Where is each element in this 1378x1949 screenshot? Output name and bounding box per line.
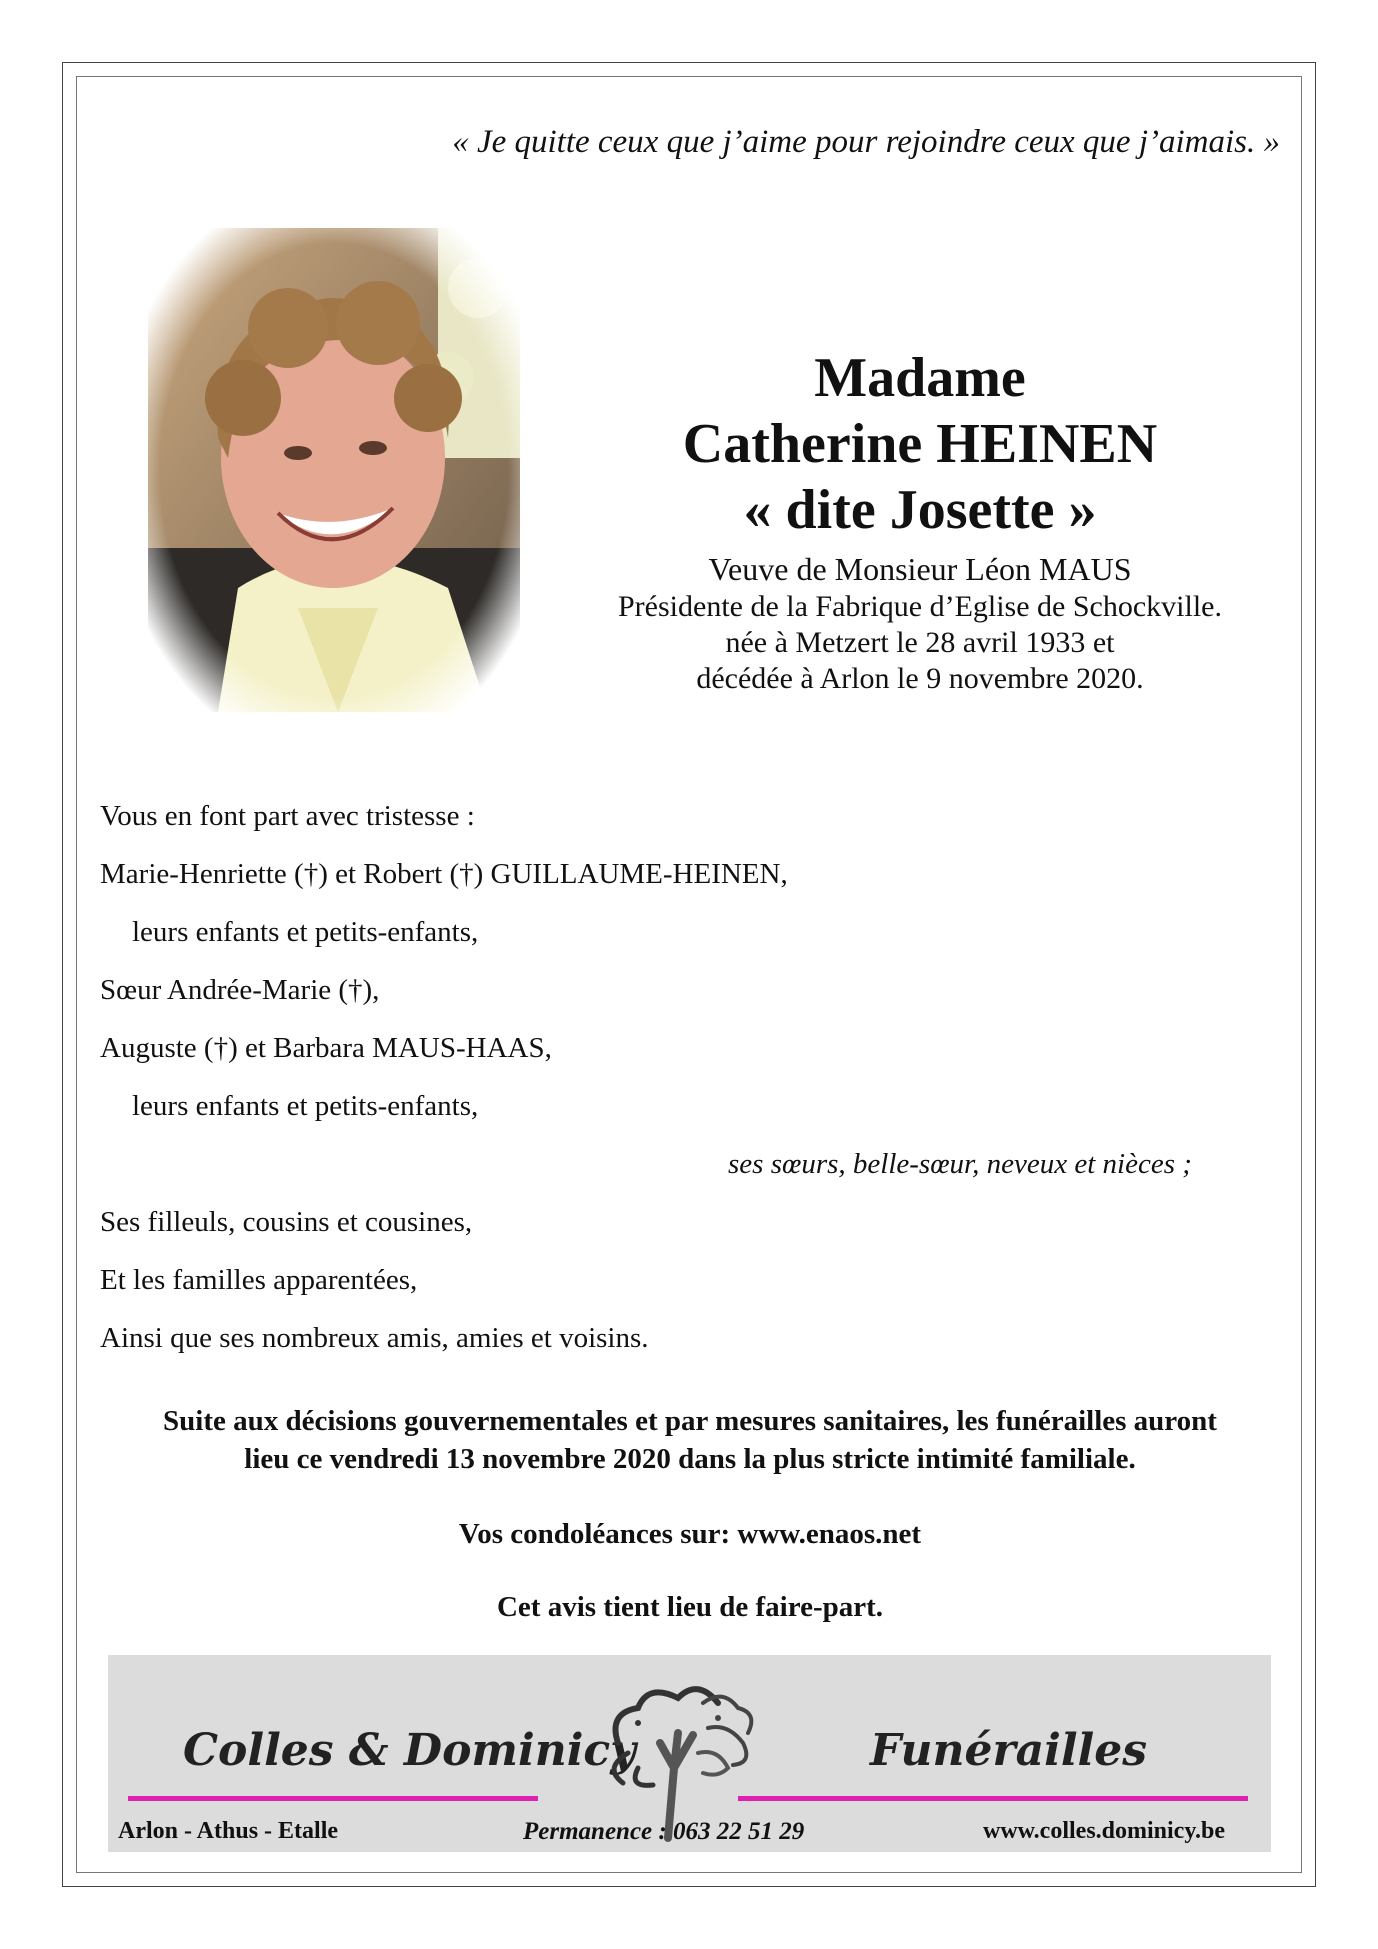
family-line: Ainsi que ses nombreux amis, amies et voisins. [100,1322,649,1354]
deceased-death: décédée à Arlon le 9 novembre 2020. [696,662,1144,695]
deceased-title: Madame [814,347,1026,409]
family-line: Vous en font part avec tristesse : [100,800,475,832]
family-line: ses sœurs, belle-sœur, neveux et nièces ; [728,1148,1192,1180]
family-line: Marie-Henriette (†) et Robert (†) GUILLAUME-HEINEN, [100,858,788,890]
footer-locations: Arlon - Athus - Etalle [118,1818,339,1844]
deceased-name: Catherine HEINEN [682,413,1158,475]
deceased-role: Présidente de la Fabrique d’Eglise de Schockville. [618,590,1222,623]
family-line: leurs enfants et petits-enfants, [132,916,479,948]
family-line: Et les familles apparentées, [100,1264,418,1296]
funeral-line: lieu ce vendredi 13 novembre 2020 dans la plus stricte intimité familiale. [244,1443,1136,1475]
portrait-photo [148,228,520,712]
family-line: Ses filleuls, cousins et cousines, [100,1206,473,1238]
brand-tagline: Funérailles [870,1725,1148,1776]
faire-part-line: Cet avis tient lieu de faire-part. [496,1591,884,1623]
footer-permanence: Permanence : 063 22 51 29 [523,1818,805,1845]
funeral-line: Suite aux décisions gouvernementales et par mesures sanitaires, les funérailles auront [163,1405,1217,1437]
epigraph-quote: « Je quitte ceux que j’aime pour rejoindre ceux que j’aimais. » [452,124,1280,160]
family-line: Sœur Andrée-Marie (†), [100,974,380,1006]
accent-divider [738,1796,1248,1801]
brand-name: Colles & Dominicy [183,1725,636,1776]
deceased-spouse: Veuve de Monsieur Léon MAUS [708,551,1132,587]
deceased-block [580,345,1260,697]
funeral-home-footer [108,1655,1271,1852]
condolences-line: Vos condoléances sur: www.enaos.net [458,1518,922,1550]
family-line: Auguste (†) et Barbara MAUS-HAAS, [100,1032,552,1064]
deceased-nickname: « dite Josette » [743,479,1097,541]
footer-website[interactable]: www.colles.dominicy.be [983,1818,1226,1844]
funeral-notice [90,1402,1290,1478]
accent-divider [128,1796,538,1801]
family-line: leurs enfants et petits-enfants, [132,1090,479,1122]
deceased-birth: née à Metzert le 28 avril 1933 et [725,626,1115,659]
